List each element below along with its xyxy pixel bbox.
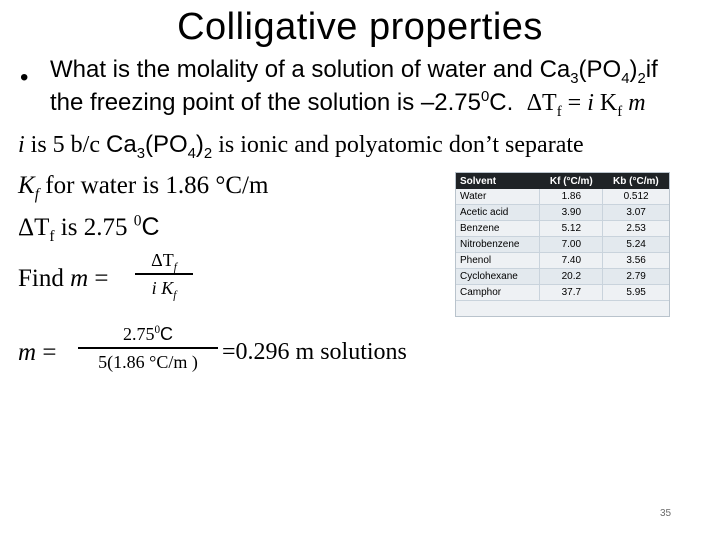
kb-cell: 0.512	[603, 189, 669, 205]
freezing-point-equation: $\Delta T_f = i$ $K_f$ m	[526, 90, 646, 120]
kb-cell: 5.95	[603, 285, 669, 301]
page-number: 35	[660, 508, 672, 519]
fraction-bar	[78, 347, 218, 349]
kb-cell: 3.07	[603, 205, 669, 221]
answer-numerator: 2.75$^0$C	[122, 324, 174, 344]
table-row	[456, 221, 669, 237]
kf-cell: 7.00	[540, 237, 603, 253]
table-row	[456, 189, 669, 205]
slide-title: Colligative properties	[177, 6, 543, 48]
formula-numerator: $\Delta T_f$	[151, 250, 177, 274]
table-row	[456, 269, 669, 285]
bullet-marker: •	[20, 64, 29, 91]
kf-water-line: $K_f$ for water is 1.86 °C/m	[18, 172, 269, 203]
question-line-2: the freezing point of the solution is –2.75$^0$C. $\Delta T_f = i$ $K_f$ m	[50, 89, 646, 120]
answer-denominator: 5(1.86 °C/m )	[98, 351, 198, 372]
solvent-cell: Acetic acid	[456, 205, 540, 221]
table-row	[456, 205, 669, 221]
kf-cell: 37.7	[540, 285, 603, 301]
solvent-cell: Camphor	[456, 285, 540, 301]
kb-cell: 5.24	[603, 237, 669, 253]
kf-cell: 20.2	[540, 269, 603, 285]
solvent-cell: Benzene	[456, 221, 540, 237]
constants-table	[455, 172, 670, 317]
solvent-cell: Phenol	[456, 253, 540, 269]
find-m-label: Find m =	[18, 265, 109, 292]
kb-cell: 3.56	[603, 253, 669, 269]
solvent-cell: Nitrobenzene	[456, 237, 540, 253]
formula-denominator: i $K_f$	[151, 277, 177, 302]
solvent-cell: Water	[456, 189, 540, 205]
answer-m-label: m =	[18, 339, 57, 366]
molality-formula-fraction	[135, 248, 193, 300]
table-row	[456, 253, 669, 269]
header-kb: Kb (°C/m)	[603, 173, 669, 189]
kf-cell: 5.12	[540, 221, 603, 237]
kb-cell: 2.79	[603, 269, 669, 285]
kf-cell: 3.90	[540, 205, 603, 221]
vant-hoff-factor-line: i is 5 b/c $Ca_3(PO_4)_2$ is ionic and polyatomic don’t separate	[18, 131, 584, 162]
question-line-1: What is the molality of a solution of water and $Ca_3(PO_4)_2if$	[50, 56, 658, 87]
solvent-cell: Cyclohexane	[456, 269, 540, 285]
kf-cell: 7.40	[540, 253, 603, 269]
answer-fraction	[78, 322, 218, 374]
table-header-row	[456, 173, 669, 189]
kf-cell: 1.86	[540, 189, 603, 205]
fraction-bar	[135, 273, 193, 275]
header-solvent: Solvent	[456, 173, 540, 189]
answer-result: =0.296 m solutions	[222, 339, 407, 365]
table-row	[456, 285, 669, 301]
kb-cell: 2.53	[603, 221, 669, 237]
header-kf: Kf (°C/m)	[540, 173, 603, 189]
table-row	[456, 237, 669, 253]
delta-tf-line: $\Delta T_f$ is 2.75 $^0$C	[18, 212, 160, 245]
